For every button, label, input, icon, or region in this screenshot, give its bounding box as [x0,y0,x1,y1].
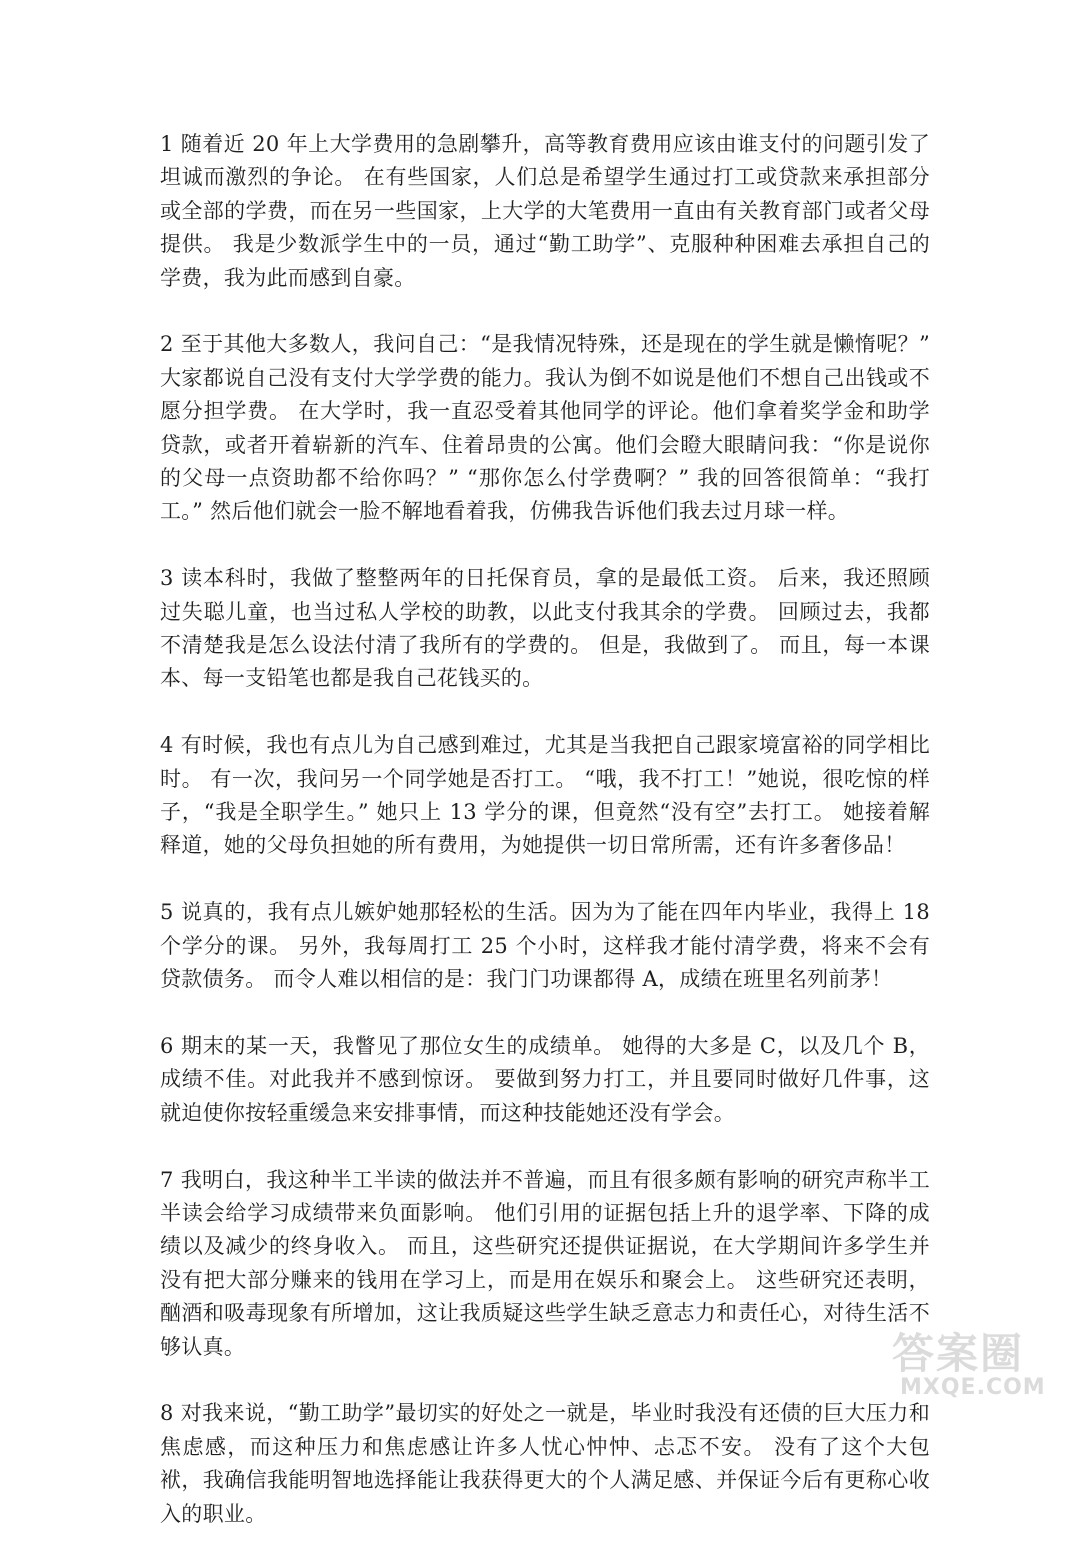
watermark-logo [892,1321,1072,1411]
paragraph-2: 2 至于其他大多数人，我问自己：“是我情况特殊，还是现在的学生就是懒惰呢？” 大家都说自己没有支付大学学费的能力。我认为倒不如说是他们不想自己出钱或不愿分担学费。 在大学时，我一直忍受着其他同学的评论。他们拿着奖学金和助学贷款，或者开着崭新的汽车、住着昂贵的公寓。他们会瞪大眼睛问我：“你是说你的父母一点资助都不给你吗？” “那你怎么付学费啊？” 我的回答很简单：“我打工。” 然后他们就会一脸不解地看着我，仿佛我告诉他们我去过月球一样。 [160,332,930,524]
paragraph-8: 8 对我来说，“勤工助学”最切实的好处之一就是，毕业时我没有还债的巨大压力和焦虑感，而这种压力和焦虑感让许多人忧心忡忡、忐忑不安。 没有了这个大包袱，我确信我能明智地选择能让我获得更大的个人满足感、并保证今后有更称心收入的职业。 [160,1401,930,1526]
paragraph-7: 7 我明白，我这种半工半读的做法并不普遍，而且有很多颇有影响的研究声称半工半读会给学习成绩带来负面影响。 他们引用的证据包括上升的退学率、下降的成绩以及减少的终身收入。 而且，这些研究还提供证据说，在大学期间许多学生并没有把大部分赚来的钱用在学习上，而是用在娱乐和聚会上。 这些研究还表明，酗酒和吸毒现象有所增加，这让我质疑这些学生缺乏意志力和责任心，对待生活不够认真。 [160,1167,930,1359]
paragraph-4: 4 有时候，我也有点儿为自己感到难过，尤其是当我把自己跟家境富裕的同学相比时。 有一次，我问另一个同学她是否打工。 “哦，我不打工！”她说，很吃惊的样子，“我是全职学生。” 她只上 13 学分的课，但竟然“没有空”去打工。 她接着解释道，她的父母负担她的所有费用，为她提供一切日常所需，还有许多奢侈品！ [160,733,930,858]
paragraph-6: 6 期末的某一天，我瞥见了那位女生的成绩单。 她得的大多是 C，以及几个 B，成绩不佳。对此我并不感到惊讶。 要做到努力打工，并且要同时做好几件事，这就迫使你按轻重缓急来安排事情，而这种技能她还没有学会。 [160,1033,930,1125]
watermark-en-text: MXQE.COM [900,1375,1046,1400]
paragraph-3: 3 读本科时，我做了整整两年的日托保育员，拿的是最低工资。 后来，我还照顾过失聪儿童，也当过私人学校的助教，以此支付我其余的学费。 回顾过去，我都不清楚我是怎么设法付清了我所有的学费的。 但是，我做到了。 而且，每一本课本、每一支铅笔也都是我自己花钱买的。 [160,566,930,691]
watermark-cn-text: 答案圈 [892,1329,1025,1378]
paragraph-5: 5 说真的，我有点儿嫉妒她那轻松的生活。因为为了能在四年内毕业，我得上 18 个学分的课。 另外，我每周打工 25 个小时，这样我才能付清学费，将来不会有贷款债务。 而令人难以相信的是：我门门功课都得 A，成绩在班里名列前茅！ [160,900,930,992]
paragraph-1: 1 随着近 20 年上大学费用的急剧攀升，高等教育费用应该由谁支付的问题引发了坦诚而激烈的争论。 在有些国家，人们总是希望学生通过打工或贷款来承担部分或全部的学费，而在另一些国家，上大学的大笔费用一直由有关教育部门或者父母提供。 我是少数派学生中的一员，通过“勤工助学”、克服种种困难去承担自己的学费，我为此而感到自豪。 [160,132,930,290]
document-body [160,128,930,1564]
